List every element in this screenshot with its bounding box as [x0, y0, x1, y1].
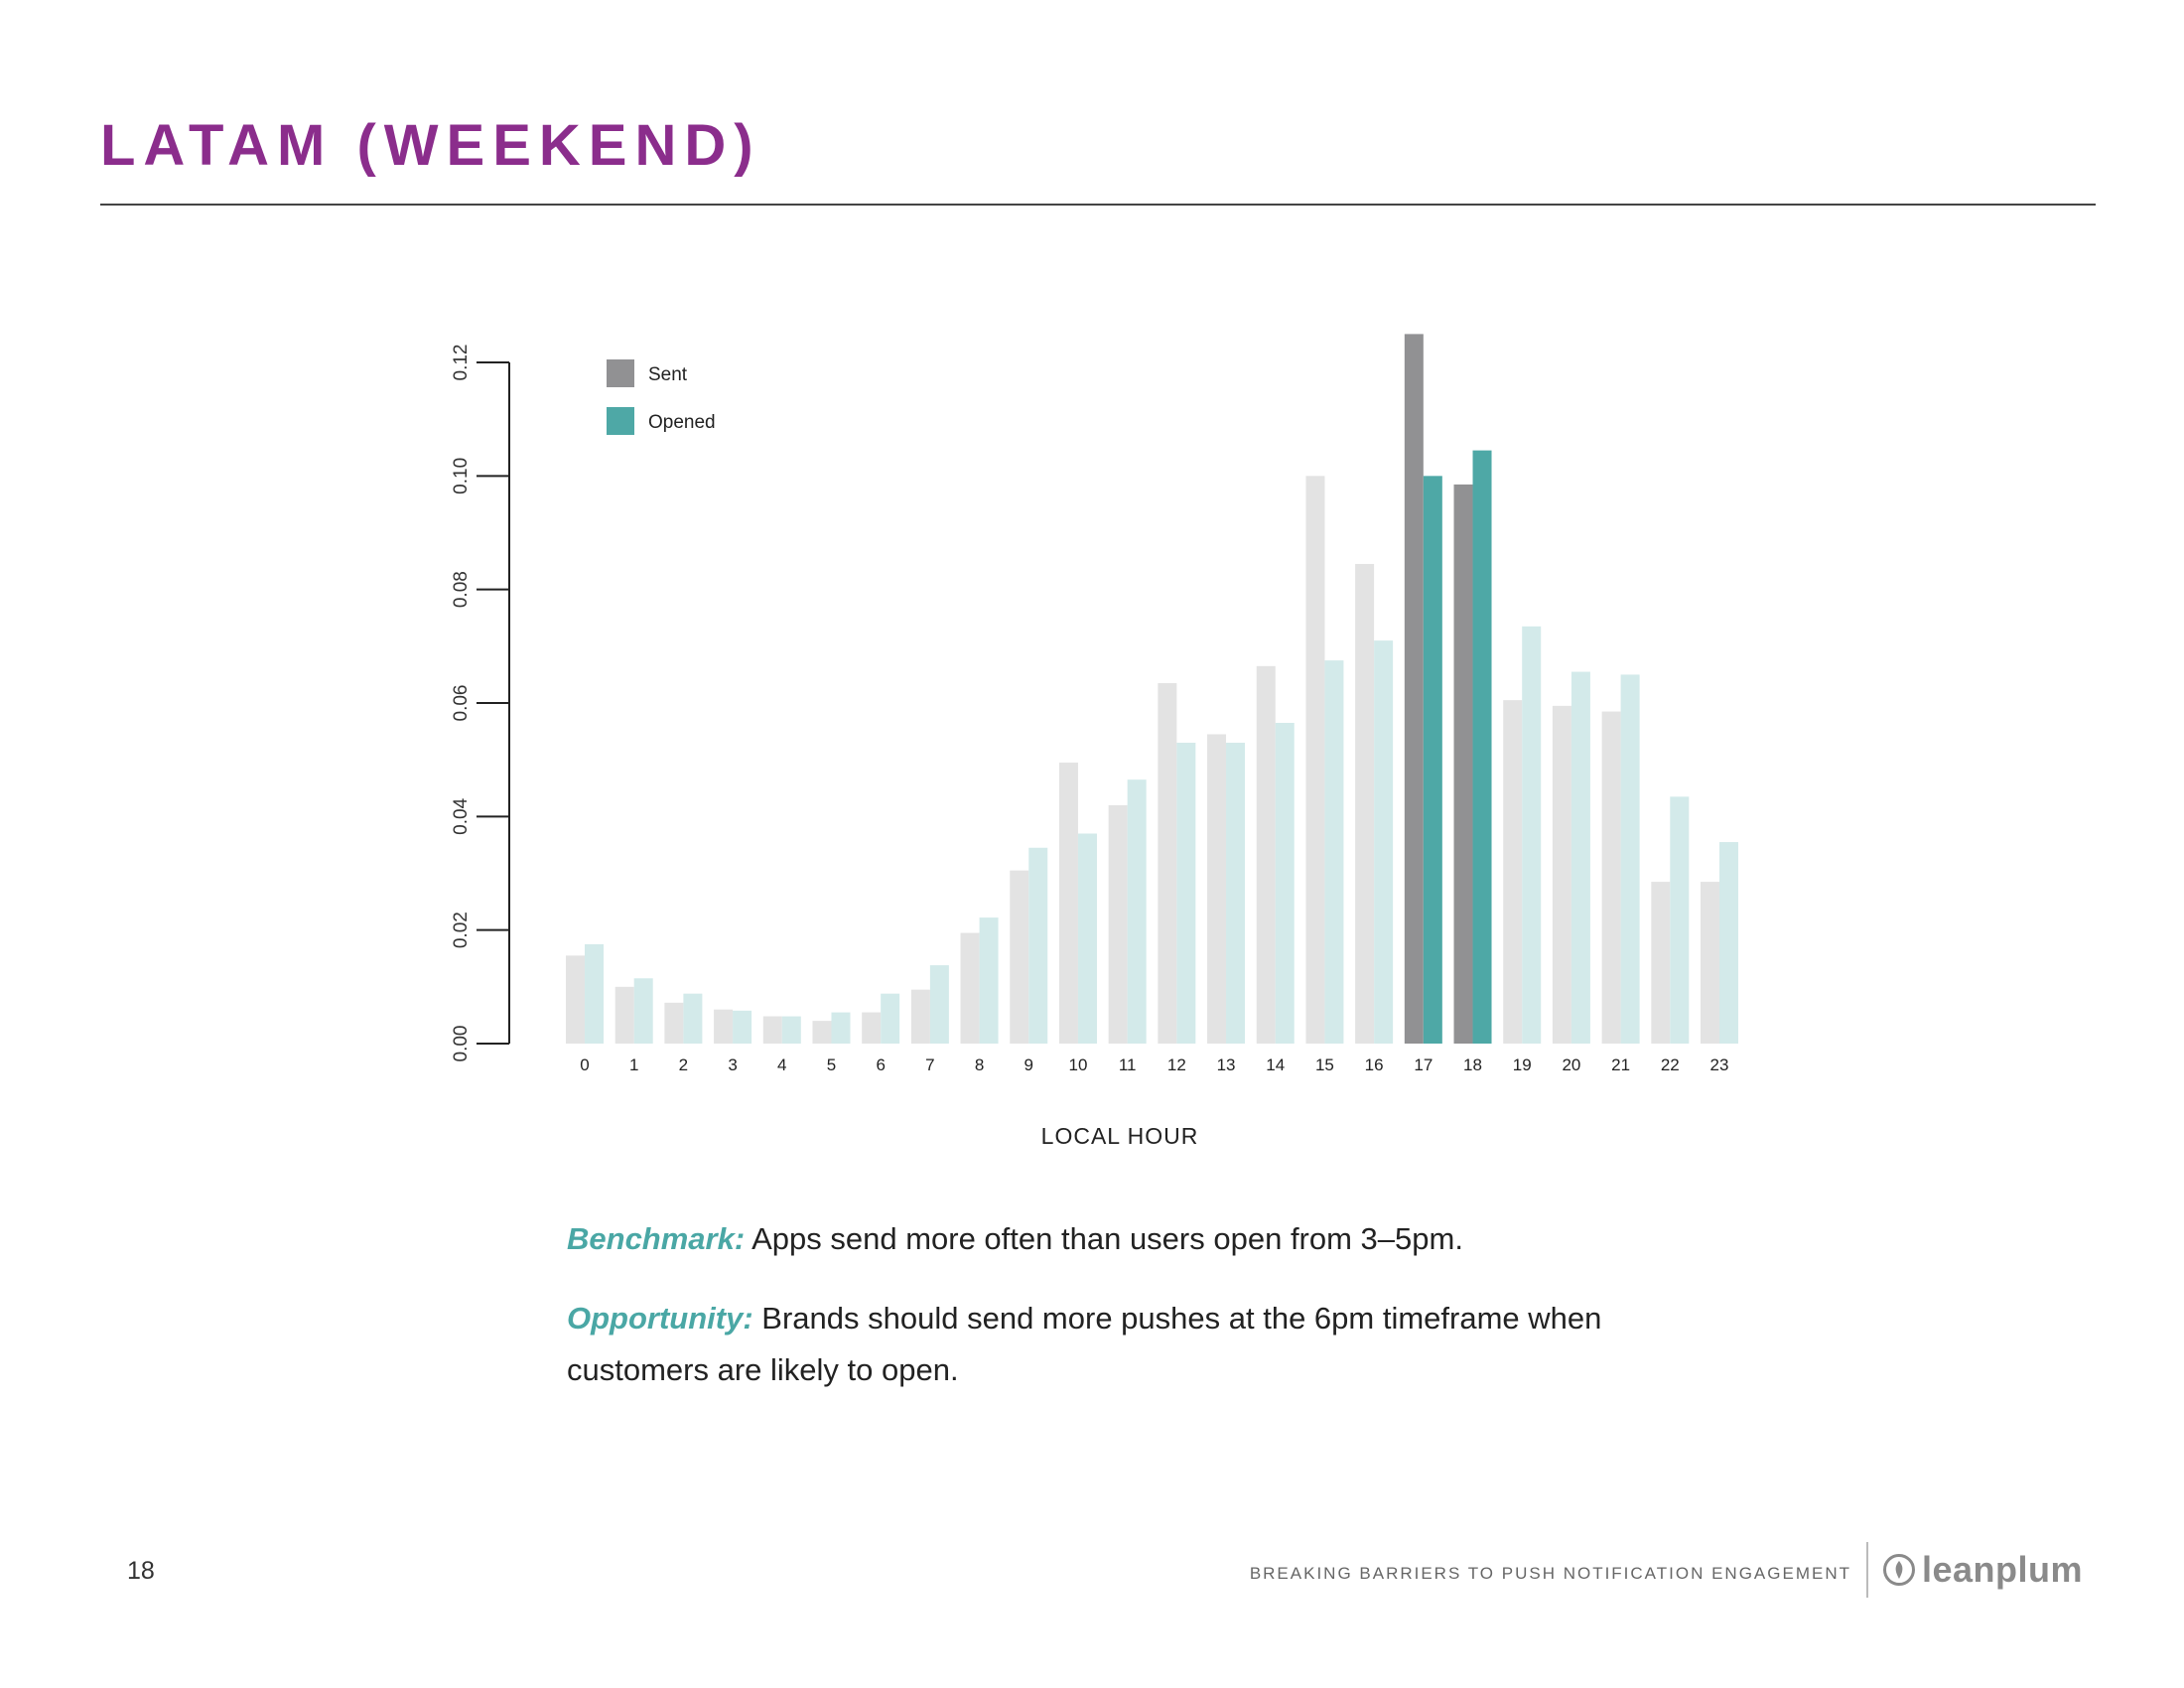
bar-opened-3	[733, 1011, 751, 1044]
bar-sent-11	[1109, 805, 1128, 1044]
y-tick-label: 0.06	[451, 684, 472, 722]
bar-sent-15	[1305, 476, 1324, 1044]
bar-sent-1	[615, 987, 634, 1044]
bar-opened-16	[1374, 640, 1393, 1044]
bar-sent-21	[1602, 712, 1621, 1044]
x-tick-label: 3	[728, 1055, 738, 1074]
bar-opened-5	[831, 1013, 850, 1044]
benchmark-label: Benchmark:	[567, 1221, 746, 1256]
logo-text: leanplum	[1922, 1549, 2084, 1590]
x-tick-label: 11	[1118, 1055, 1137, 1074]
bar-opened-7	[930, 965, 949, 1044]
x-tick-label: 2	[678, 1055, 689, 1074]
x-tick-label: 15	[1314, 1055, 1334, 1074]
bar-opened-19	[1522, 627, 1541, 1044]
bar-sent-18	[1454, 485, 1473, 1044]
x-tick-label: 0	[580, 1055, 590, 1074]
bar-opened-17	[1424, 476, 1442, 1044]
y-tick-label: 0.10	[451, 457, 472, 494]
y-tick-label: 0.08	[451, 571, 472, 609]
bars-group	[566, 334, 1738, 1044]
bar-sent-22	[1651, 882, 1670, 1044]
opportunity-label: Opportunity:	[567, 1301, 753, 1336]
bar-opened-9	[1028, 848, 1047, 1044]
legend-label-opened: Opened	[648, 412, 716, 433]
bar-sent-9	[1010, 871, 1028, 1044]
x-tick-label: 20	[1562, 1055, 1581, 1074]
x-tick-label: 17	[1414, 1055, 1433, 1074]
bar-sent-23	[1701, 882, 1719, 1044]
bar-opened-23	[1719, 842, 1738, 1044]
x-tick-label: 5	[826, 1055, 837, 1074]
bar-sent-10	[1059, 763, 1078, 1044]
bar-sent-6	[862, 1013, 881, 1044]
bar-opened-10	[1078, 833, 1097, 1044]
legend-swatch-opened	[607, 407, 634, 435]
x-tick-label: 9	[1024, 1055, 1033, 1074]
bar-sent-7	[911, 990, 930, 1044]
bar-opened-14	[1276, 723, 1295, 1044]
x-tick-label: 7	[925, 1055, 935, 1074]
bar-sent-19	[1503, 700, 1522, 1044]
opportunity-text: Brands should send more pushes at the 6pm timeframe when customers are likely to open.	[567, 1301, 1602, 1387]
bar-sent-0	[566, 955, 585, 1044]
legend-swatch-sent	[607, 359, 634, 387]
bar-opened-0	[585, 944, 604, 1044]
bar-sent-16	[1355, 564, 1374, 1044]
page-number: 18	[127, 1557, 155, 1585]
x-tick-label: 8	[974, 1055, 985, 1074]
x-tick-label: 13	[1216, 1055, 1236, 1074]
y-tick-label: 0.02	[451, 912, 472, 949]
x-axis-label: LOCAL HOUR	[1040, 1123, 1199, 1149]
bar-opened-20	[1571, 672, 1590, 1044]
x-tick-label: 14	[1266, 1055, 1286, 1074]
x-tick-label: 1	[628, 1055, 639, 1074]
x-tick-label: 19	[1512, 1055, 1532, 1074]
y-tick-label: 0.00	[451, 1025, 472, 1062]
bar-opened-2	[683, 994, 702, 1044]
x-tick-label: 18	[1463, 1055, 1482, 1074]
bar-opened-18	[1473, 451, 1492, 1044]
bar-sent-4	[763, 1017, 782, 1044]
x-tick-label: 10	[1068, 1055, 1088, 1074]
bar-opened-12	[1176, 743, 1195, 1044]
y-tick-label: 0.04	[451, 797, 472, 835]
bar-opened-8	[980, 917, 999, 1044]
x-tick-labels	[580, 1055, 1728, 1074]
bar-sent-12	[1158, 683, 1176, 1044]
footer-text: BREAKING BARRIERS TO PUSH NOTIFICATION ENGAGEMENT	[1249, 1564, 1851, 1583]
bar-opened-15	[1324, 660, 1343, 1044]
bar-sent-3	[714, 1010, 733, 1044]
bar-sent-8	[961, 933, 980, 1044]
x-tick-label: 4	[777, 1055, 787, 1074]
bar-opened-22	[1670, 796, 1689, 1044]
bar-sent-20	[1553, 706, 1571, 1044]
page-title: LATAM (WEEKEND)	[100, 113, 761, 178]
bar-opened-21	[1621, 674, 1640, 1044]
opportunity-note	[567, 1293, 1659, 1396]
legend	[607, 359, 716, 435]
bar-sent-2	[664, 1003, 683, 1044]
x-tick-label: 21	[1611, 1055, 1631, 1074]
legend-label-sent: Sent	[648, 364, 688, 385]
bar-opened-1	[634, 978, 653, 1044]
x-tick-label: 12	[1166, 1055, 1186, 1074]
bar-opened-4	[782, 1017, 801, 1044]
x-tick-label: 23	[1709, 1055, 1729, 1074]
leanplum-logo-icon	[1882, 1553, 1916, 1587]
x-tick-label: 16	[1364, 1055, 1384, 1074]
logo	[1882, 1549, 2083, 1591]
bar-sent-14	[1257, 666, 1276, 1044]
footer-divider	[1866, 1542, 1868, 1598]
bar-opened-13	[1226, 743, 1245, 1044]
y-axis	[451, 345, 509, 1062]
benchmark-note	[567, 1213, 1659, 1265]
bar-sent-5	[812, 1021, 831, 1044]
x-tick-label: 6	[876, 1055, 886, 1074]
bar-sent-13	[1207, 734, 1226, 1044]
bar-opened-11	[1128, 779, 1147, 1044]
bar-opened-6	[881, 994, 899, 1044]
benchmark-text: Apps send more often than users open from 3–5pm.	[745, 1221, 1463, 1256]
bar-sent-17	[1405, 334, 1424, 1044]
x-tick-label: 22	[1660, 1055, 1680, 1074]
y-tick-label: 0.12	[451, 344, 472, 381]
